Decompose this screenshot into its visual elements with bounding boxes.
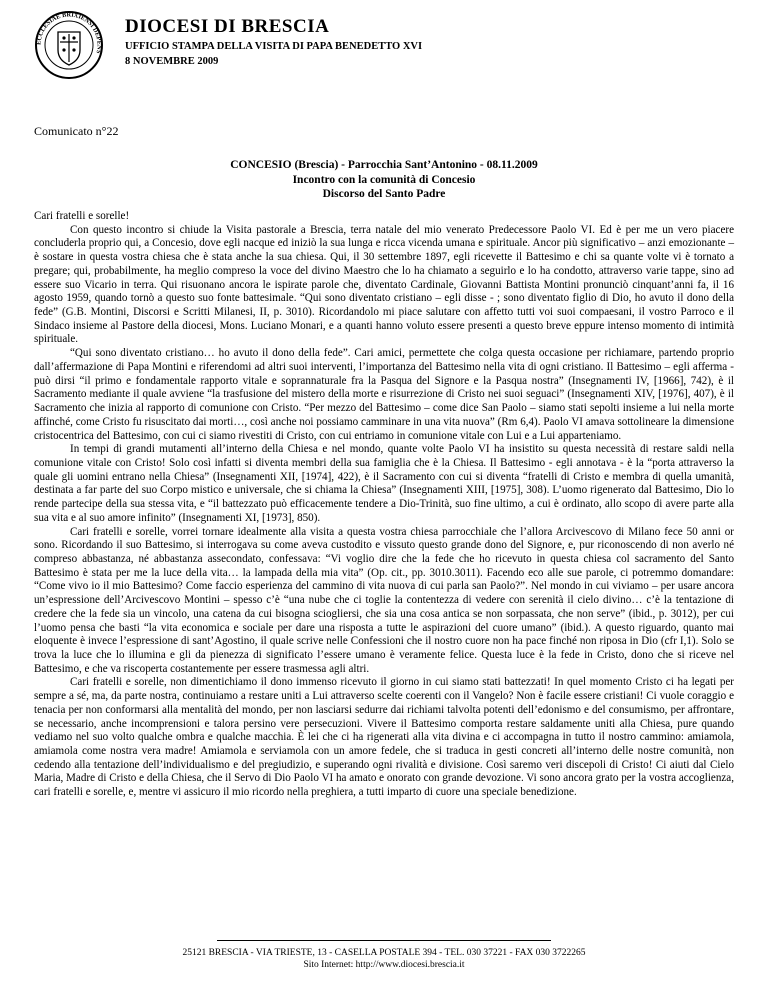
paragraph: In tempi di grandi mutamenti all’interno della Chiesa e nel mondo, quante volte Paolo VI ha insistito su questa necessità di restare saldi nella comunione vitale con Cristo! Solo così infatti si diventa membri della sua famiglia che è la Chiesa. Il Battesimo - egli annotava - è la “porta attraverso la quale gli uomini entrano nella Chiesa” (Insegnamenti XII, [1974], 422), è il Sacramento con cui si diventa “fratelli di Cristo e membra di quella umanità, destinata a far parte del suo Corpo mistico e universale, che si chiama la Chiesa” (Insegnamenti XIII, [1975], 308). L’uomo rigenerato dal Battesimo, Dio lo rende partecipe della sua stessa vita, e “il battezzato può efficacemente tendere a Dio-Trinità, suo fine ultimo, a cui è ordinato, allo scopo di avere parte alla sua vita e al suo amore infinito” (Insegnamenti XI, [1973], 850). [34,443,734,524]
event-heading [0,158,768,202]
paragraph: Con questo incontro si chiude la Visita pastorale a Brescia, terra natale del mio venerato Predecessore Paolo VI. Ed è per me un vero piacere concluderla proprio qui, a Concesio, dove egli nacque ed iniziò la sua lunga e ricca vicenda umana e spirituale. Ancor più significativo – anzi emozionante – è sostare in questa vostra chiesa che è stata anche la sua chiesa. Qui, il 30 settembre 1897, egli ricevette il Battesimo e chi sa quante volte vi è tornato a pregare; qui, probabilmente, ha meglio compreso la voce del divino Maestro che lo ha chiamato a seguirlo e lo ha condotto, attraverso varie tappe, sino ad essere suo Vicario in terra. Qui risuonano ancora le ispirate parole che, diventato Cardinale, Giovanni Battista Montini pronunciò cinquant’anni fa, il 16 agosto 1959, quando tornò a questo suo fonte battesimale. “Qui sono diventato cristiano – egli disse - ; sono diventato figlio di Dio, ho avuto il dono della fede” (G.B. Montini, Discorsi e Scritti Milanesi, II, p. 3010). Ricordandolo mi piace salutare con affetto tutti voi suoi compaesani, il vostro Parroco e il Sindaco insieme al Pastore della diocesi, Mons. Luciano Monari, e a quanti hanno voluto essere presenti a questo breve eppure intenso momento di intimità spirituale. [34,223,734,346]
office-subtitle: UFFICIO STAMPA DELLA VISITA DI PAPA BENEDETTO XVI [125,41,423,52]
paragraph: Cari fratelli e sorelle, non dimentichiamo il dono immenso ricevuto il giorno in cui siamo stati battezzati! In quel momento Cristo ci ha legati per sempre a sé, ma, da parte nostra, continuiamo a restare uniti a Lui attraverso scelte coerenti con il Vangelo? Non è facile essere cristiani! Ci vuole coraggio e tenacia per non conformarsi alla mentalità del mondo, per non lasciarsi sedurre dai richiami talvolta potenti dell’edonismo e del consumismo, per affrontare, se necessario, anche incomprensioni e talora persino vere persecuzioni. Vivere il Battesimo comporta restare saldamente uniti alla Chiesa, pure quando vediamo nel suo volto qualche ombra e qualche macchia. È lei che ci ha rigenerati alla vita divina e ci accompagna in tutto il nostro cammino: amiamola, amiamola come nostra vera madre! Amiamola e serviamola con un amore fedele, che si traduca in gesti concreti all’interno delle nostre comunità, non cedendo alla tentazione dell’individualismo e del pregiudizio, e superando ogni rivalità e divisione. Così saremo veri discepoli di Cristo! Ci aiuti dal Cielo Maria, Madre di Cristo e della Chiesa, che il Servo di Dio Paolo VI ha amato e onorato con grande devozione. Vi sono ancora grato per la vostra accoglienza, cari fratelli e sorelle, e, mentre vi assicuro il mio ricordo nella preghiera, a tutti imparto di cuore una speciale benedizione. [34,676,734,799]
diocese-title: DIOCESI DI BRESCIA [125,16,330,37]
footer-divider [217,940,551,941]
greeting: Cari fratelli e sorelle! [34,210,130,222]
footer-address: 25121 BRESCIA - VIA TRIESTE, 13 - CASELLA POSTALE 394 - TEL. 030 37221 - FAX 030 3722265 [182,948,586,958]
event-line-2: Incontro con la comunità di Concesio [292,173,476,186]
seal-text: ECCLESIAE BRIXIENSI DEPENS [35,11,103,55]
paragraph: “Qui sono diventato cristiano… ho avuto il dono della fede”. Cari amici, permettete che colga questa occasione per richiamare, partendo proprio dall’affermazione di Papa Montini e riferendomi ad altri suoi interventi, l’importanza del Battesimo nella vita di ogni cristiano. Il Battesimo – egli afferma - può dirsi “il primo e fondamentale rapporto vitale e soprannaturale fra la Pasqua del Signore e la Pasqua nostra” (Insegnamenti IV, [1966], 742), è il Sacramento mediante il quale avviene “la trasfusione del mistero della morte e risurrezione di Cristo nei suoi seguaci” (Insegnamenti XIV, [1976], 407), è il Sacramento che inizia al rapporto di comunione con Cristo. “Per mezzo del Battesimo – come dice San Paolo – siamo stati sepolti insieme a lui nella morte affinché, come Cristo fu risuscitato dai morti…, così anche noi possiamo camminare in una vita nuova” (Rm 6,4). Paolo VI amava sottolineare la dimensione cristocentrica del Battesimo, con cui ci siamo rivestiti di Cristo, con cui entriamo in comunione vitale con Lui e a Lui apparteniamo. [34,347,734,442]
speech-body [34,210,734,800]
footer [0,947,768,971]
diocese-seal-logo [34,10,104,80]
paragraph: Cari fratelli e sorelle, vorrei tornare idealmente alla visita a questa vostra chiesa parrocchiale che l’allora Arcivescovo di Milano fece 50 anni or sono. Ricordando il suo Battesimo, si interrogava su come aveva custodito e vissuto questo grande dono del Signore, e, pur riconoscendo di non averlo né compreso abbastanza, né abbastanza assecondato, confessava: “Vi voglio dire che la fede che ho ricevuto in questa chiesa col sacramento del Santo Battesimo è stata per me la luce della vita… la lampada della mia vita” (Op. cit., pp. 3010.3011). Facendo eco alle sue parole, ci potremmo domandare: “Come vivo io il mio Battesimo? Come faccio esperienza del cammino di vita nuova di cui parla san Paolo?”. Nel mondo in cui viviamo – per usare ancora un’espressione dell’Arcivescovo Montini – spesso c’è “una nube che ci toglie la contentezza di vedere con serenità il cielo divino… c’è la tentazione di credere che la fede sia un vincolo, una catena da cui bisogna sciogliersi, che sia una cosa antica se non sorpassata, che non serve” (ibid., p. 3012), per cui l’uomo pensa che basti “la vita economica e sociale per dare una risposta a tutte le aspirazioni del cuore umano” (ibid.). A questo riguardo, quanto mai eloquente è invece l’espressione di sant’Agostino, il quale scrive nelle Confessioni che il nostro cuore non ha pace finché non riposa in Dio (cfr I,1). Solo se trova la luce che lo illumina e gli da pienezza di significato l’essere umano è veramente felice. Questa luce è la fede in Cristo, dono che si riceve nel Battesimo, e che va riscoperta costantemente per essere trasmessa agli altri. [34,525,734,675]
communique-number: Comunicato n°22 [34,124,119,138]
footer-website: Sito Internet: http://www.diocesi.brescia.it [303,960,465,970]
event-line-3: Discorso del Santo Padre [322,188,446,200]
event-line-1: CONCESIO (Brescia) - Parrocchia Sant’Antonino - 08.11.2009 [230,159,538,171]
letterhead [125,16,422,68]
header-date: 8 NOVEMBRE 2009 [125,56,219,67]
